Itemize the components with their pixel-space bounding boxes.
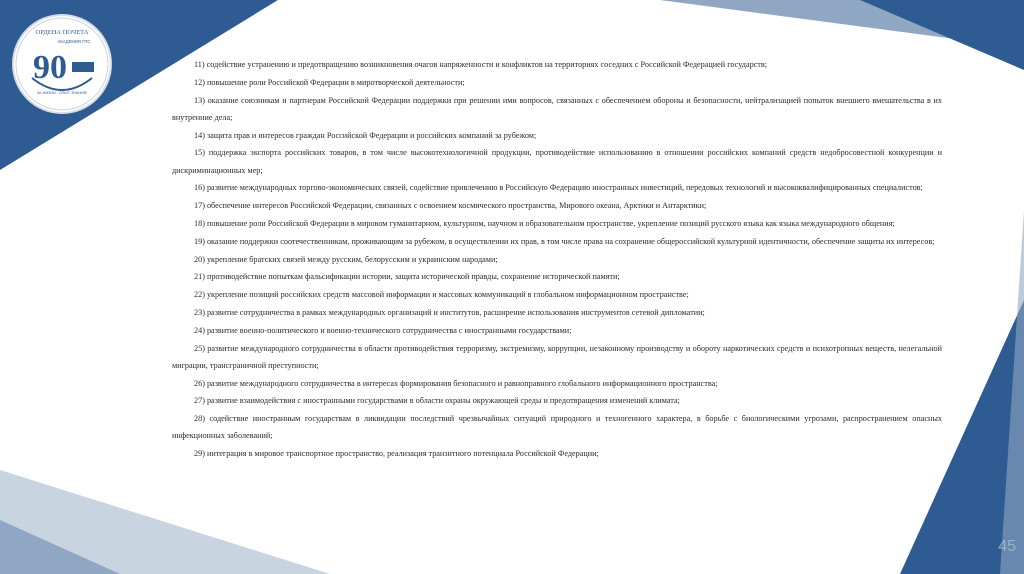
list-item: 26) развитие международного сотрудничества в интересах формирования безопасного и равноправного глобального информационного пространства; <box>194 378 718 388</box>
page-number: 45 <box>998 538 1016 555</box>
list-item: 29) интеграция в мировое транспортное пространство, реализация транзитного потенциала Российской Федерации; <box>194 449 599 459</box>
list-item: 15) поддержка экспорта российских товаров, в том числе высокотехнологичной продукции, противодействие использованию в отношении российских компаний средств недобросовестной конкуренции и дискриминационных мер; <box>172 148 942 175</box>
list-item: 23) развитие сотрудничества в рамках международных организаций и институтов, расширение использования инструментов сетевой дипломатии; <box>194 307 705 317</box>
list-item: 27) развитие взаимодействия с иностранными государствами в области охраны окружающей среды и предотвращения изменений климата; <box>194 396 680 406</box>
list-item: 16) развитие международных торгово-экономических связей, содействие привлечению в Российскую Федерацию иностранных инвестиций, передовых технологий и высококвалифицированных специалистов; <box>194 183 923 193</box>
list-item: 22) укрепление позиций российских средств массовой информации и массовых коммуникаций в глобальном информационном пространстве; <box>194 290 689 300</box>
academy-logo <box>14 16 110 112</box>
emblem-ribbon <box>72 62 94 72</box>
list-item: 18) повышение роли Российской Федерации в мировом гуманитарном, культурном, научном и образовательном пространстве, укрепление позиций русского языка как языка международного общения; <box>194 218 895 228</box>
logo-line2: АКАДЕМИЯ ГПС <box>57 39 91 44</box>
list-item: 14) защита прав и интересов граждан Российской Федерации и российских компаний за рубежом; <box>194 130 537 140</box>
document-text <box>172 56 942 463</box>
list-item: 13) оказание союзникам и партнерам Российской Федерации поддержки при решении ими вопросов, связанных с обеспечением обороны и безопасности, нейтрализацией попыток внешнего вмешательства в их внутренние дела; <box>172 95 942 122</box>
list-item: 24) развитие военно-политического и военно-технического сотрудничества с иностранными государствами; <box>194 325 572 335</box>
list-item: 11) содействие устранению и предотвращению возникновения очагов напряженности и конфликтов на территориях соседних с Российской Федерацией государств; <box>194 60 768 69</box>
list-item: 28) содействие иностранным государствам в ликвидации последствий чрезвычайных ситуаций природного и техногенного характера, в борьбе с биологическими угрозами, распространением опасных инфекционных заболеваний; <box>172 414 942 441</box>
academy-emblem-icon <box>14 16 110 112</box>
list-item: 12) повышение роли Российской Федерации в миротворческой деятельности; <box>194 77 465 87</box>
logo-number: 90 <box>33 49 67 86</box>
list-item: 20) укрепление братских связей между русским, белорусским и украинским народами; <box>194 254 498 264</box>
list-item: 17) обеспечение интересов Российской Федерации, связанных с освоением космического пространства, Мирового океана, Арктики и Антарктики; <box>194 201 707 211</box>
list-item: 25) развитие международного сотрудничества в области противодействия терроризму, экстремизму, коррупции, незаконному производству и обороту наркотических средств и психотропных веществ, нелегальной миграции, трансграничной преступности; <box>172 343 942 370</box>
list-item: 21) противодействие попыткам фальсификации истории, защита исторической правды, сохранение исторической памяти; <box>194 272 620 282</box>
logo-line1: ОРДЕНА ПОЧЕТА <box>35 29 89 36</box>
list-item: 19) оказание поддержки соотечественникам, проживающим за рубежом, в осуществлении их прав, в том числе права на сохранение общероссийской культурной идентичности, обеспечение защиты их интересов; <box>194 236 935 246</box>
logo-motto: ЗА ЖИЗНИ - ОПЫТ, ЗНАНИЯ! <box>36 91 88 95</box>
